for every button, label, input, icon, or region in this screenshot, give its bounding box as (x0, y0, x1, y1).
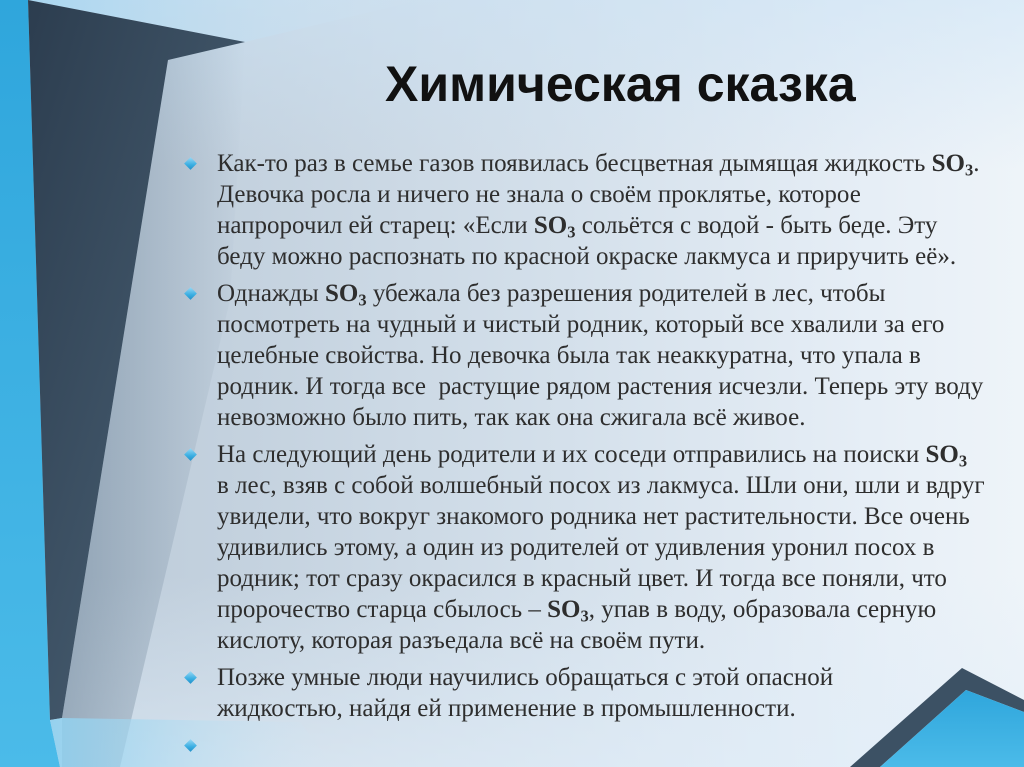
bullet-paragraph (217, 278, 1017, 433)
text-run: напророчил ей старец: «Если (217, 212, 534, 239)
text-line (217, 148, 1017, 179)
formula-symbol: SO (931, 150, 965, 177)
text-line (217, 371, 1017, 402)
text-run: На следующий день родители и их соседи отправились на поиски (217, 441, 926, 468)
text-run: Позже умные люди научились обращаться с этой опасной (217, 664, 834, 691)
text-line (217, 563, 1017, 594)
text-line (217, 470, 1017, 501)
text-run: жидкостью, найдя ей применение в промышленности. (217, 695, 796, 722)
text-line (217, 278, 1017, 309)
text-line (217, 501, 1017, 532)
formula-subscript: 3 (358, 290, 367, 310)
text-run: убежала без разрешения родителей в лес, чтобы (366, 280, 886, 307)
text-run: пророчество старца сбылось – (217, 596, 548, 623)
chemical-formula-so3 (547, 596, 589, 626)
text-line (217, 309, 1017, 340)
formula-symbol: SO (324, 280, 359, 307)
formula-subscript: 3 (958, 451, 968, 471)
text-run: целебные свойства. Но девочка была так неаккуратна, что упала в (217, 342, 921, 369)
slide-body (217, 148, 1017, 767)
slide-title: Химическая сказка (385, 56, 856, 112)
text-line (217, 210, 1017, 241)
text-line (217, 594, 1017, 625)
text-line (217, 179, 1017, 210)
formula-subscript: 3 (567, 222, 576, 242)
text-line (217, 693, 1017, 724)
text-run: сольётся с водой - быть беде. Эту (575, 212, 938, 239)
text-run: увидели, что вокруг знакомого родника нет растительности. Все очень (217, 503, 970, 530)
bullet-paragraph (217, 439, 1017, 656)
text-run: в лес, взяв с собой волшебный посох из лакмуса. Шли они, шли и вдруг (217, 472, 985, 499)
bullet-paragraph (217, 662, 1017, 724)
text-line (217, 340, 1017, 371)
text-line (217, 625, 1017, 656)
text-run: родник; тот сразу окрасился в красный цвет. И тогда все поняли, что (217, 565, 947, 592)
text-run: Девочка росла и ничего не знала о своём проклятье, которое (217, 181, 861, 208)
formula-symbol: SO (925, 441, 959, 468)
text-run: . (973, 150, 980, 177)
bullet-paragraph (217, 148, 1017, 272)
text-line (217, 241, 1017, 272)
bullet-paragraph (217, 730, 1017, 761)
text-line (217, 662, 1017, 693)
formula-subscript: 3 (580, 606, 589, 626)
text-run: невозможно было пить, так как она сжигала всё живое. (217, 404, 806, 431)
formula-symbol: SO (533, 212, 568, 239)
chemical-formula-so3 (324, 280, 367, 310)
text-line (217, 439, 1017, 470)
formula-subscript: 3 (964, 160, 974, 180)
text-line (217, 402, 1017, 433)
chemical-formula-so3 (925, 441, 968, 471)
chemical-formula-so3 (931, 150, 974, 180)
text-run: удивились этому, а один из родителей от удивления уронил посох в (217, 534, 935, 561)
text-run: Как-то раз в семье газов появилась бесцветная дымящая жидкость (217, 150, 932, 177)
text-run: кислоту, которая разъедала всё на своём пути. (217, 627, 706, 654)
text-run: Однажды (217, 280, 325, 307)
text-run: родник. И тогда все растущие рядом растения исчезли. Теперь эту воду (217, 373, 984, 400)
text-run: посмотреть на чудный и чистый родник, который все хвалили за его (217, 311, 945, 338)
text-run: беду можно распознать по красной окраске лакмуса и приручить её». (217, 243, 957, 270)
chemical-formula-so3 (533, 212, 576, 242)
formula-symbol: SO (547, 596, 581, 623)
text-run: , упав в воду, образовала серную (588, 596, 937, 623)
text-line (217, 532, 1017, 563)
